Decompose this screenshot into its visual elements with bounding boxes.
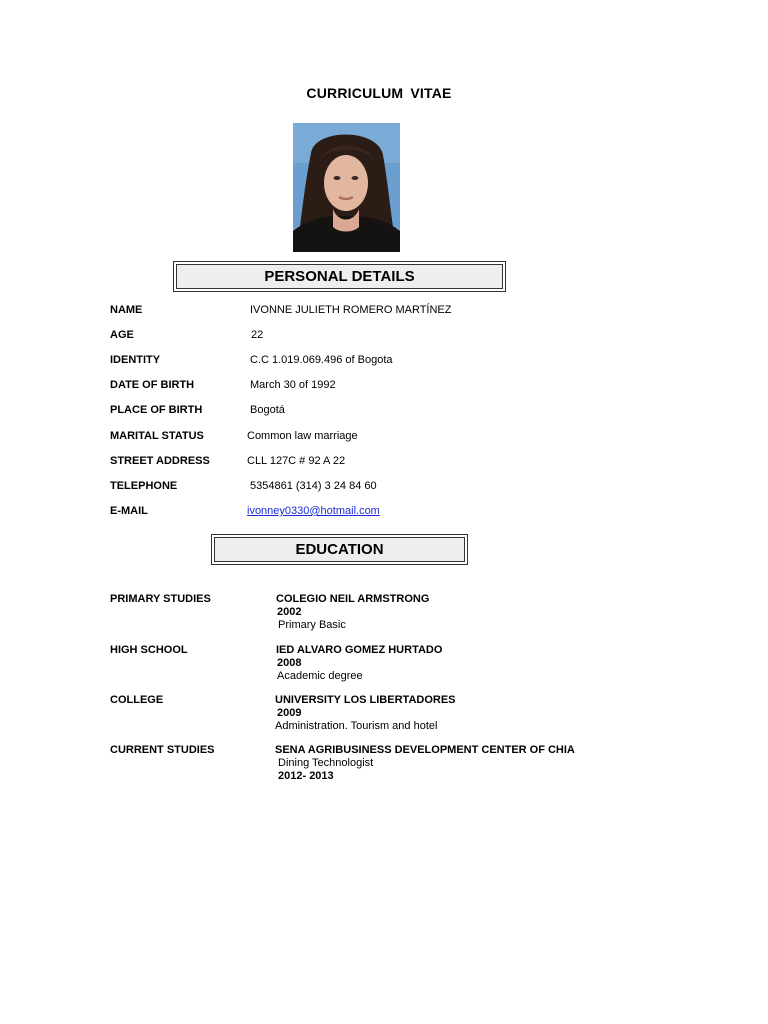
email-label: E-MAIL [110, 505, 148, 517]
current-studies-school: SENA AGRIBUSINESS DEVELOPMENT CENTER OF CHIA [275, 744, 575, 756]
name-value: IVONNE JULIETH ROMERO MARTÍNEZ [250, 304, 452, 316]
high-school-entry [276, 644, 442, 683]
college-detail: Administration. Tourism and hotel [275, 720, 438, 732]
high-school-label: HIGH SCHOOL [110, 644, 188, 656]
current-studies-label: CURRENT STUDIES [110, 744, 215, 756]
name-label: NAME [110, 304, 143, 316]
primary-studies-year: 2002 [277, 606, 302, 618]
primary-studies-school: COLEGIO NEIL ARMSTRONG [276, 593, 430, 605]
document-title: CURRICULUM VITAE [306, 85, 452, 101]
telephone-value: 5354861 (314) 3 24 84 60 [250, 480, 377, 492]
primary-studies-label: PRIMARY STUDIES [110, 593, 211, 605]
college-school: UNIVERSITY LOS LIBERTADORES [275, 694, 456, 706]
street-address-value: CLL 127C # 92 A 22 [247, 455, 346, 467]
identity-value: C.C 1.019.069.496 of Bogota [250, 354, 393, 366]
education-title: EDUCATION [214, 537, 465, 562]
telephone-label: TELEPHONE [110, 480, 178, 492]
current-studies-detail: Dining Technologist [278, 757, 374, 769]
college-year: 2009 [277, 707, 302, 719]
high-school-school: IED ALVARO GOMEZ HURTADO [276, 644, 443, 656]
age-value: 22 [251, 329, 264, 341]
college-label: COLLEGE [110, 694, 164, 706]
primary-studies-entry [276, 593, 429, 632]
education-header [211, 534, 468, 565]
current-studies-entry [275, 744, 575, 783]
personal-details-title: PERSONAL DETAILS [176, 264, 503, 289]
personal-details-header [173, 261, 506, 292]
high-school-year: 2008 [277, 657, 302, 669]
current-studies-year: 2012- 2013 [278, 770, 334, 782]
primary-studies-detail: Primary Basic [278, 619, 346, 631]
place-of-birth-value: Bogotá [250, 404, 285, 416]
email-link[interactable]: ivonney0330@hotmail.com [247, 505, 380, 517]
identity-label: IDENTITY [110, 354, 161, 366]
profile-photo [293, 123, 400, 252]
age-label: AGE [110, 329, 134, 341]
high-school-detail: Academic degree [277, 670, 363, 682]
date-of-birth-label: DATE OF BIRTH [110, 379, 195, 391]
place-of-birth-label: PLACE OF BIRTH [110, 404, 203, 416]
college-entry [275, 694, 456, 733]
marital-status-value: Common law marriage [247, 430, 358, 442]
street-address-label: STREET ADDRESS [110, 455, 210, 467]
date-of-birth-value: March 30 of 1992 [250, 379, 336, 391]
marital-status-label: MARITAL STATUS [110, 430, 204, 442]
